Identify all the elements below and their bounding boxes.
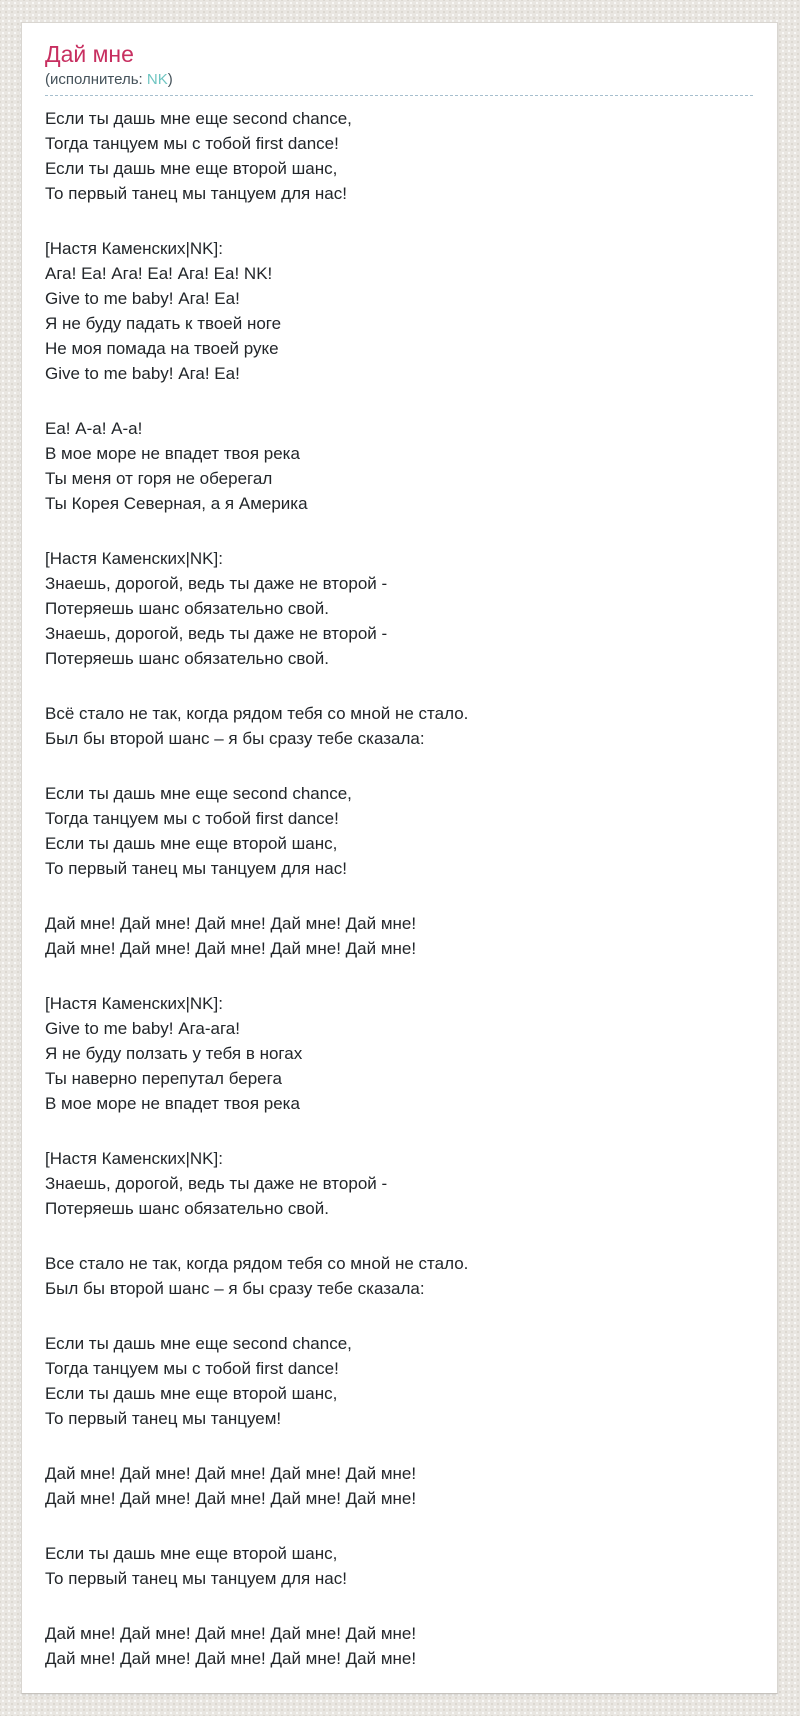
lyric-line: Дай мне! Дай мне! Дай мне! Дай мне! Дай мне! bbox=[45, 1649, 417, 1668]
stanza bbox=[45, 416, 753, 516]
lyrics-card bbox=[21, 22, 778, 1694]
lyric-line: Ты меня от горя не оберегал bbox=[45, 469, 273, 488]
lyric-line: Дай мне! Дай мне! Дай мне! Дай мне! Дай мне! bbox=[45, 1464, 417, 1483]
lyric-line: Знаешь, дорогой, ведь ты даже не второй - bbox=[45, 1174, 388, 1193]
stanza bbox=[45, 701, 753, 751]
lyric-line: Give to me baby! Ага! Еа! bbox=[45, 289, 240, 308]
lyric-line: Give to me baby! Ага-ага! bbox=[45, 1019, 240, 1038]
lyric-line: Ты Корея Северная, а я Америка bbox=[45, 494, 308, 513]
lyric-line: Тогда танцуем мы с тобой first dance! bbox=[45, 809, 339, 828]
artist-link[interactable]: NK bbox=[146, 71, 168, 88]
lyric-line: [Настя Каменских|NK]: bbox=[45, 239, 223, 258]
lyrics bbox=[45, 106, 753, 1671]
lyric-line: Если ты дашь мне еще second chance, bbox=[45, 784, 352, 803]
lyric-line: Я не буду ползать у тебя в ногах bbox=[45, 1044, 303, 1063]
artist-label-suffix: ) bbox=[167, 71, 173, 88]
stanza bbox=[45, 1146, 753, 1221]
lyric-line: В мое море не впадет твоя река bbox=[45, 1094, 300, 1113]
lyric-line: [Настя Каменских|NK]: bbox=[45, 1149, 223, 1168]
lyric-line: Дай мне! Дай мне! Дай мне! Дай мне! Дай мне! bbox=[45, 914, 417, 933]
lyric-line: Тогда танцуем мы с тобой first dance! bbox=[45, 1359, 339, 1378]
artist-label-prefix: (исполнитель: bbox=[45, 71, 147, 88]
stanza bbox=[45, 1251, 753, 1301]
lyric-line: Give to me baby! Ага! Еа! bbox=[45, 364, 240, 383]
lyric-line: В мое море не впадет твоя река bbox=[45, 444, 300, 463]
lyric-line: Если ты дашь мне еще second chance, bbox=[45, 1334, 352, 1353]
lyric-line: Потеряешь шанс обязательно свой. bbox=[45, 599, 329, 618]
lyric-line: То первый танец мы танцуем для нас! bbox=[45, 1569, 347, 1588]
lyric-line: Дай мне! Дай мне! Дай мне! Дай мне! Дай мне! bbox=[45, 1624, 417, 1643]
lyric-line: Ты наверно перепутал берега bbox=[45, 1069, 282, 1088]
lyric-line: Все стало не так, когда рядом тебя со мной не стало. bbox=[45, 1254, 469, 1273]
lyric-line: Был бы второй шанс – я бы сразу тебе сказала: bbox=[45, 1279, 425, 1298]
lyric-line: Ага! Еа! Ага! Еа! Ага! Еа! NK! bbox=[45, 264, 273, 283]
stanza bbox=[45, 1461, 753, 1511]
lyric-line: Еа! А-а! А-а! bbox=[45, 419, 143, 438]
stanza bbox=[45, 106, 753, 206]
lyric-line: Потеряешь шанс обязательно свой. bbox=[45, 1199, 329, 1218]
lyric-line: Дай мне! Дай мне! Дай мне! Дай мне! Дай мне! bbox=[45, 1489, 417, 1508]
lyric-line: Если ты дашь мне еще второй шанс, bbox=[45, 834, 338, 853]
stanza bbox=[45, 991, 753, 1116]
artist-line bbox=[45, 70, 753, 96]
lyric-line: Знаешь, дорогой, ведь ты даже не второй - bbox=[45, 624, 388, 643]
lyric-line: Не моя помада на твоей руке bbox=[45, 339, 279, 358]
lyric-line: То первый танец мы танцуем! bbox=[45, 1409, 282, 1428]
lyric-line: Знаешь, дорогой, ведь ты даже не второй - bbox=[45, 574, 388, 593]
stanza bbox=[45, 236, 753, 386]
stanza bbox=[45, 546, 753, 671]
lyric-line: Если ты дашь мне еще second chance, bbox=[45, 109, 352, 128]
song-title: Дай мне bbox=[45, 41, 134, 67]
stanza bbox=[45, 1541, 753, 1591]
lyric-line: Я не буду падать к твоей ноге bbox=[45, 314, 282, 333]
lyric-line: То первый танец мы танцуем для нас! bbox=[45, 859, 347, 878]
lyric-line: Если ты дашь мне еще второй шанс, bbox=[45, 159, 338, 178]
lyric-line: То первый танец мы танцуем для нас! bbox=[45, 184, 347, 203]
lyric-line: Если ты дашь мне еще второй шанс, bbox=[45, 1544, 338, 1563]
stanza bbox=[45, 1621, 753, 1671]
stanza bbox=[45, 911, 753, 961]
lyric-line: Если ты дашь мне еще второй шанс, bbox=[45, 1384, 338, 1403]
stanza bbox=[45, 781, 753, 881]
lyric-line: [Настя Каменских|NK]: bbox=[45, 549, 223, 568]
lyric-line: [Настя Каменских|NK]: bbox=[45, 994, 223, 1013]
lyric-line: Всё стало не так, когда рядом тебя со мной не стало. bbox=[45, 704, 469, 723]
lyric-line: Дай мне! Дай мне! Дай мне! Дай мне! Дай мне! bbox=[45, 939, 417, 958]
lyric-line: Тогда танцуем мы с тобой first dance! bbox=[45, 134, 339, 153]
stanza bbox=[45, 1331, 753, 1431]
lyric-line: Был бы второй шанс – я бы сразу тебе сказала: bbox=[45, 729, 425, 748]
lyric-line: Потеряешь шанс обязательно свой. bbox=[45, 649, 329, 668]
